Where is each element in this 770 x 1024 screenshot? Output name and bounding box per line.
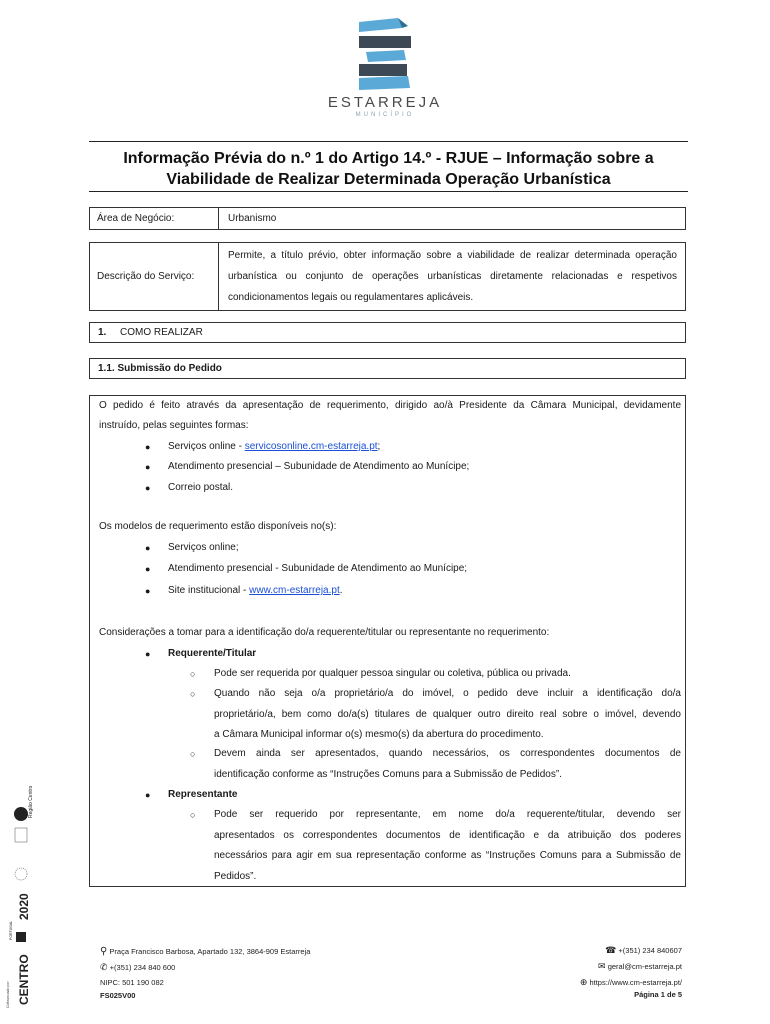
requerente-item-2 — [214, 684, 681, 746]
desc-line: urbanística ou conjunto de operações urbanísticas diretamente relacionadas e respetivos — [228, 271, 677, 282]
circle-bullet-icon: ○ — [190, 810, 196, 820]
service-description-text — [219, 243, 685, 310]
item-line: proprietário/a, bem como do/a(s) titulares de qualquer outro direito real sobre o imóvel, devendo — [214, 708, 681, 720]
intro-line-2: instruído, pelas seguintes formas: — [99, 420, 249, 431]
bullet-icon: ● — [145, 543, 151, 553]
item-line: Devem ainda ser apresentados, quando necessários, os correspondentes documentos de — [214, 748, 681, 759]
page-title — [89, 148, 688, 190]
item-line: Pedidos”. — [214, 870, 257, 882]
email-icon: ✉ — [598, 961, 606, 971]
title-top-rule — [89, 141, 688, 142]
footer-address: Praça Francisco Barbosa, Apartado 132, 3864-909 Estarreja — [109, 947, 311, 956]
item-line: Pode ser requerido por representante, em nome do/a requerente/titular, devendo ser — [214, 809, 681, 820]
circle-bullet-icon: ○ — [190, 669, 196, 679]
item-line: necessários para agir em sua representação conforme as “Instruções Comuns para a Submissão de — [214, 850, 681, 861]
footer-email-row — [598, 961, 682, 972]
footer-phone-row — [100, 962, 175, 973]
footer-website-link[interactable]: https://www.cm-estarreja.pt/ — [589, 978, 682, 987]
portugal-text: PORTUGAL — [9, 920, 13, 940]
cofinanciado-text: Cofinanciado por: — [6, 980, 10, 1008]
model-item-site — [168, 581, 343, 602]
section-heading-1-1 — [89, 358, 686, 379]
centro-text: CENTRO — [17, 954, 31, 1005]
bullet-icon: ● — [145, 442, 151, 452]
considerations-intro: Considerações a tomar para a identificação do/a requerente/titular ou representante no requerimento: — [99, 627, 550, 638]
title-line-2: Viabilidade de Realizar Determinada Operação Urbanística — [166, 171, 611, 188]
form-item-online — [168, 437, 380, 458]
punctuation: . — [339, 585, 343, 596]
phone-icon: ✆ — [100, 962, 108, 972]
section-number: 1. — [98, 327, 107, 338]
form-item-correio: Correio postal. — [168, 482, 234, 493]
desc-line: Permite, a título prévio, obter informação sobre a viabilidade de realizar determinada operação — [228, 250, 677, 261]
footer-address-row — [100, 946, 310, 957]
bullet-icon: ● — [145, 483, 151, 493]
item-line: Quando não seja o/a proprietário/a do imóvel, o pedido deve incluir a identificação do/a — [214, 688, 681, 699]
title-line-1: Informação Prévia do n.º 1 do Artigo 14.º - RJUE – Informação sobre a — [123, 150, 654, 167]
item-line: a Câmara Municipal informar o(s) mesmo(s) da abertura do procedimento. — [214, 729, 544, 740]
model-item-presencial: Atendimento presencial - Subunidade de Atendimento ao Munícipe; — [168, 563, 468, 574]
fax-icon: ☎ — [605, 945, 617, 955]
requerente-item-3 — [214, 744, 681, 785]
representante-item-1 — [214, 805, 681, 887]
services-online-link[interactable]: servicosonline.cm-estarreja.pt — [244, 441, 378, 452]
service-description-row — [89, 242, 686, 311]
footer-fax: +(351) 234 840607 — [618, 946, 682, 955]
service-description-label: Descrição do Serviço: — [90, 243, 219, 310]
footer-web-row — [580, 977, 682, 988]
bullet-icon: ● — [145, 790, 151, 800]
business-area-label: Área de Negócio: — [90, 208, 219, 229]
representante-heading: Representante — [168, 789, 238, 800]
business-area-row — [89, 207, 686, 230]
footer-email-link[interactable]: geral@cm-estarreja.pt — [607, 962, 682, 971]
model-item-text: Site institucional - — [168, 585, 250, 596]
logo-brand-subtext: MUNICÍPIO — [355, 112, 415, 118]
title-bottom-rule — [89, 191, 688, 192]
item-line: apresentados os correspondentes documentos de identificação e da atribuição dos poderes — [214, 829, 681, 841]
requerente-item-1: Pode ser requerida por qualquer pessoa singular ou coletiva, pública ou privada. — [214, 668, 571, 679]
bullet-icon: ● — [145, 586, 151, 596]
portugal-2020-year: 2020 — [17, 893, 31, 920]
models-intro: Os modelos de requerimento estão disponíveis no(s): — [99, 521, 337, 532]
desc-line: condicionamentos legais ou regulamentares aplicáveis. — [228, 292, 474, 303]
model-item-online: Serviços online; — [168, 542, 239, 553]
globe-icon: ⊕ — [579, 977, 588, 987]
requerente-heading: Requerente/Titular — [168, 648, 257, 659]
intro-line-1: O pedido é feito através da apresentação de requerimento, dirigido ao/à Presidente da Câmara Municipal, devidamente — [99, 400, 681, 411]
section-1-title — [90, 323, 685, 342]
footer-fax-row — [605, 945, 682, 956]
section-title: COMO REALIZAR — [120, 327, 203, 338]
footer-phone: +(351) 234 840 600 — [109, 963, 176, 972]
section-heading-1 — [89, 322, 686, 343]
institutional-site-link[interactable]: www.cm-estarreja.pt — [249, 585, 340, 596]
location-pin-icon: ⚲ — [100, 946, 108, 957]
business-area-value: Urbanismo — [228, 213, 277, 224]
footer-form-code: FS025V00 — [100, 991, 136, 1000]
section-1-1-title: 1.1. Submissão do Pedido — [98, 363, 222, 374]
bullet-icon: ● — [145, 649, 151, 659]
footer-page-number: Página 1 de 5 — [634, 990, 682, 999]
funding-logos-strip — [6, 780, 36, 1010]
bullet-icon: ● — [145, 462, 151, 472]
bullet-icon: ● — [145, 564, 151, 574]
footer-nipc: NIPC: 501 190 082 — [100, 978, 164, 987]
form-item-text: Serviços online - — [168, 441, 245, 452]
regiao-centro-text: Região Centro — [28, 785, 34, 818]
logo-brand-text: ESTARREJA — [327, 94, 443, 111]
circle-bullet-icon: ○ — [190, 749, 196, 759]
punctuation: ; — [377, 441, 381, 452]
item-line: identificação conforme as “Instruções Comuns para a Submissão de Pedidos”. — [214, 768, 562, 780]
form-item-presencial: Atendimento presencial – Subunidade de Atendimento ao Munícipe; — [168, 461, 470, 472]
circle-bullet-icon: ○ — [190, 689, 196, 699]
